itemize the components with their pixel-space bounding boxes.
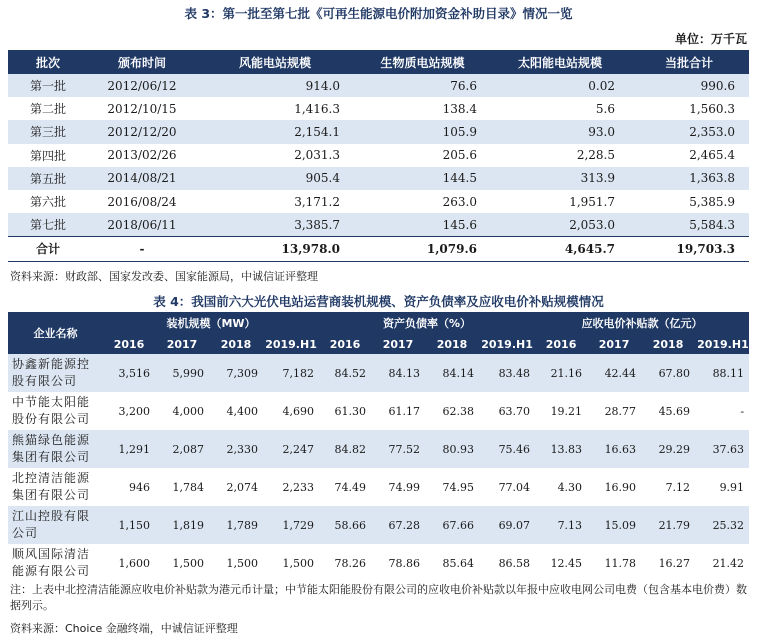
table3-cell: 1,560.3 (629, 97, 749, 120)
table4-cell: 2,074 (209, 468, 263, 506)
table4-row (8, 392, 749, 430)
table4-header-company: 企业名称 (8, 312, 103, 354)
table4-cell: 4,690 (263, 392, 319, 430)
table3-total-cell: 13,978.0 (196, 237, 354, 261)
table3-row (8, 97, 749, 120)
table4-cell: 3,516 (103, 354, 155, 392)
table4-cell: 4,400 (209, 392, 263, 430)
table3-cell: 905.4 (196, 167, 354, 190)
table3-cell: 0.02 (491, 74, 629, 97)
table3-cell: 205.6 (354, 144, 491, 167)
table3-header: 太阳能电站规模 (491, 50, 629, 74)
table3-cell: 263.0 (354, 190, 491, 213)
table4-source: 资料来源：Choice 金融终端，中诚信证评整理 (10, 622, 238, 635)
table4-year-header: 2017 (371, 334, 425, 354)
table4-row (8, 544, 749, 582)
table4-cell: 3,200 (103, 392, 155, 430)
table4-company-name: 协鑫新能源控股有限公司 (8, 354, 103, 392)
table4-cell: 78.26 (319, 544, 371, 582)
table4-cell: 1,789 (209, 506, 263, 544)
table4-cell: 29.29 (641, 430, 695, 468)
table4-cell: 946 (103, 468, 155, 506)
table4-year-header: 2016 (319, 334, 371, 354)
table3-cell: 105.9 (354, 120, 491, 143)
table4-cell: 58.66 (319, 506, 371, 544)
table4-row (8, 430, 749, 468)
table4-cell: 1,784 (155, 468, 209, 506)
table4-cell: 12.45 (535, 544, 587, 582)
table3-cell: 第二批 (8, 97, 88, 120)
table3-header: 当批合计 (629, 50, 749, 74)
table3-cell: 第四批 (8, 144, 88, 167)
table3-cell: 第七批 (8, 213, 88, 237)
table3-cell: 第五批 (8, 167, 88, 190)
table4-cell: 21.42 (695, 544, 749, 582)
table3-cell: 1,416.3 (196, 97, 354, 120)
table4-cell: 74.99 (371, 468, 425, 506)
table4-cell: 74.49 (319, 468, 371, 506)
table4-company-name: 熊猫绿色能源集团有限公司 (8, 430, 103, 468)
table4-cell: 1,729 (263, 506, 319, 544)
table4-cell: - (695, 392, 749, 430)
table4-cell: 80.93 (425, 430, 479, 468)
table4-title: 表 4：我国前六大光伏电站运营商装机规模、资产负债率及应收电价补贴规模情况 (153, 294, 604, 309)
table3-total-cell: 1,079.6 (354, 237, 491, 261)
table4-cell: 15.09 (587, 506, 641, 544)
table4-cell: 69.07 (479, 506, 535, 544)
table3-cell: 1,363.8 (629, 167, 749, 190)
table4-year-header: 2016 (103, 334, 155, 354)
table4-year-header: 2019.H1 (263, 334, 319, 354)
table4-cell: 28.77 (587, 392, 641, 430)
table4-cell: 16.63 (587, 430, 641, 468)
table4-group-capacity: 装机规模（MW） (103, 312, 319, 334)
table3-total-cell: 合计 (8, 237, 88, 261)
table4-cell: 9.91 (695, 468, 749, 506)
table3-header: 风能电站规模 (196, 50, 354, 74)
table4-year-header: 2017 (155, 334, 209, 354)
table3-source: 资料来源：财政部、国家发改委、国家能源局，中诚信证评整理 (10, 270, 318, 283)
table3-cell: 2018/06/11 (88, 213, 196, 237)
table4-cell: 13.83 (535, 430, 587, 468)
table3-row (8, 167, 749, 190)
table4-cell: 7.13 (535, 506, 587, 544)
table4-company-name: 江山控股有限公司 (8, 506, 103, 544)
table3-cell: 3,385.7 (196, 213, 354, 237)
table3-cell: 2,28.5 (491, 144, 629, 167)
table4-cell: 21.16 (535, 354, 587, 392)
table4-row (8, 506, 749, 544)
table3-cell: 5,385.9 (629, 190, 749, 213)
table4-cell: 2,247 (263, 430, 319, 468)
table4-cell: 16.90 (587, 468, 641, 506)
table3-row (8, 120, 749, 143)
table4-cell: 2,233 (263, 468, 319, 506)
table4-cell: 84.82 (319, 430, 371, 468)
table4-cell: 7,182 (263, 354, 319, 392)
table4-group-subsidy: 应收电价补贴款（亿元） (535, 312, 749, 334)
table4-cell: 84.13 (371, 354, 425, 392)
table4-year-header: 2019.H1 (695, 334, 749, 354)
table4-cell: 1,291 (103, 430, 155, 468)
table4-row (8, 468, 749, 506)
table4-cell: 67.66 (425, 506, 479, 544)
table3-cell: 2,465.4 (629, 144, 749, 167)
table3-total-cell: 4,645.7 (491, 237, 629, 261)
table3-cell: 2,031.3 (196, 144, 354, 167)
table4-cell: 5,990 (155, 354, 209, 392)
table4-cell: 61.30 (319, 392, 371, 430)
table3-cell: 914.0 (196, 74, 354, 97)
table3-title: 表 3：第一批至第七批《可再生能源电价附加资金补助目录》情况一览 (184, 6, 573, 21)
table4-cell: 37.63 (695, 430, 749, 468)
table4-cell: 1,150 (103, 506, 155, 544)
table4-cell: 7,309 (209, 354, 263, 392)
table4-company-name: 中节能太阳能股份有限公司 (8, 392, 103, 430)
table4-year-header: 2018 (425, 334, 479, 354)
table4-cell: 75.46 (479, 430, 535, 468)
table4-group-debt-ratio: 资产负债率（%） (319, 312, 535, 334)
table3-cell: 2014/08/21 (88, 167, 196, 190)
table4-cell: 83.48 (479, 354, 535, 392)
table3-cell: 2012/06/12 (88, 74, 196, 97)
table3-cell: 第一批 (8, 74, 88, 97)
table3-cell: 138.4 (354, 97, 491, 120)
table4-cell: 77.52 (371, 430, 425, 468)
table4-cell: 1,819 (155, 506, 209, 544)
table4-cell: 21.79 (641, 506, 695, 544)
table3-total-cell: 19,703.3 (629, 237, 749, 261)
table4-note: 注：上表中北控清洁能源应收电价补贴款为港元币计量；中节能太阳能股份有限公司的应收电价补贴款以年报中应收电网公司电费（包含基本电价费）数据列示。 (10, 583, 747, 612)
table3-total-cell: - (88, 237, 196, 261)
table4-cell: 19.21 (535, 392, 587, 430)
table3-header: 批次 (8, 50, 88, 74)
table3-row (8, 190, 749, 213)
table3-cell: 5.6 (491, 97, 629, 120)
table4-cell: 16.27 (641, 544, 695, 582)
table3-cell: 313.9 (491, 167, 629, 190)
table3-total-row (8, 237, 749, 261)
table4-company-name: 北控清洁能源集团有限公司 (8, 468, 103, 506)
table4-cell: 1,600 (103, 544, 155, 582)
table4-cell: 86.58 (479, 544, 535, 582)
table4-cell: 61.17 (371, 392, 425, 430)
table4-cell: 4,000 (155, 392, 209, 430)
table3-cell: 3,171.2 (196, 190, 354, 213)
table4-cell: 7.12 (641, 468, 695, 506)
table4-cell: 67.80 (641, 354, 695, 392)
table3-row (8, 74, 749, 97)
table4 (8, 312, 749, 582)
table4-cell: 1,500 (155, 544, 209, 582)
table3-cell: 2,353.0 (629, 120, 749, 143)
table3-cell: 93.0 (491, 120, 629, 143)
table3-unit: 单位：万千瓦 (674, 32, 747, 46)
table3-header: 颁布时间 (88, 50, 196, 74)
table3-cell: 2016/08/24 (88, 190, 196, 213)
table4-cell: 1,500 (209, 544, 263, 582)
table4-cell: 88.11 (695, 354, 749, 392)
table4-cell: 77.04 (479, 468, 535, 506)
table4-row (8, 354, 749, 392)
table4-year-header: 2018 (209, 334, 263, 354)
table4-cell: 84.52 (319, 354, 371, 392)
table3-cell: 2012/12/20 (88, 120, 196, 143)
table3-header-row (8, 50, 749, 74)
table4-cell: 4.30 (535, 468, 587, 506)
table3-cell: 990.6 (629, 74, 749, 97)
table4-cell: 45.69 (641, 392, 695, 430)
table3-cell: 145.6 (354, 213, 491, 237)
table4-header-row-years (8, 334, 749, 354)
table4-cell: 63.70 (479, 392, 535, 430)
table3-cell: 2012/10/15 (88, 97, 196, 120)
table3-cell: 2013/02/26 (88, 144, 196, 167)
table4-cell: 11.78 (587, 544, 641, 582)
table3 (8, 50, 749, 262)
table4-year-header: 2017 (587, 334, 641, 354)
table3-cell: 2,154.1 (196, 120, 354, 143)
table4-header-row-groups (8, 312, 749, 334)
table4-cell: 85.64 (425, 544, 479, 582)
table3-cell: 144.5 (354, 167, 491, 190)
table3-cell: 2,053.0 (491, 213, 629, 237)
table3-cell: 76.6 (354, 74, 491, 97)
table4-cell: 1,500 (263, 544, 319, 582)
table4-company-name: 顺风国际清洁能源有限公司 (8, 544, 103, 582)
table4-cell: 84.14 (425, 354, 479, 392)
table4-year-header: 2018 (641, 334, 695, 354)
table4-cell: 25.32 (695, 506, 749, 544)
table3-cell: 5,584.3 (629, 213, 749, 237)
table3-row (8, 213, 749, 237)
table4-cell: 42.44 (587, 354, 641, 392)
table3-cell: 1,951.7 (491, 190, 629, 213)
table3-cell: 第三批 (8, 120, 88, 143)
table4-cell: 62.38 (425, 392, 479, 430)
table4-cell: 2,330 (209, 430, 263, 468)
table3-header: 生物质电站规模 (354, 50, 491, 74)
table4-year-header: 2016 (535, 334, 587, 354)
table4-cell: 74.95 (425, 468, 479, 506)
table4-year-header: 2019.H1 (479, 334, 535, 354)
table4-cell: 67.28 (371, 506, 425, 544)
table3-row (8, 144, 749, 167)
table4-cell: 2,087 (155, 430, 209, 468)
table3-cell: 第六批 (8, 190, 88, 213)
table4-cell: 78.86 (371, 544, 425, 582)
